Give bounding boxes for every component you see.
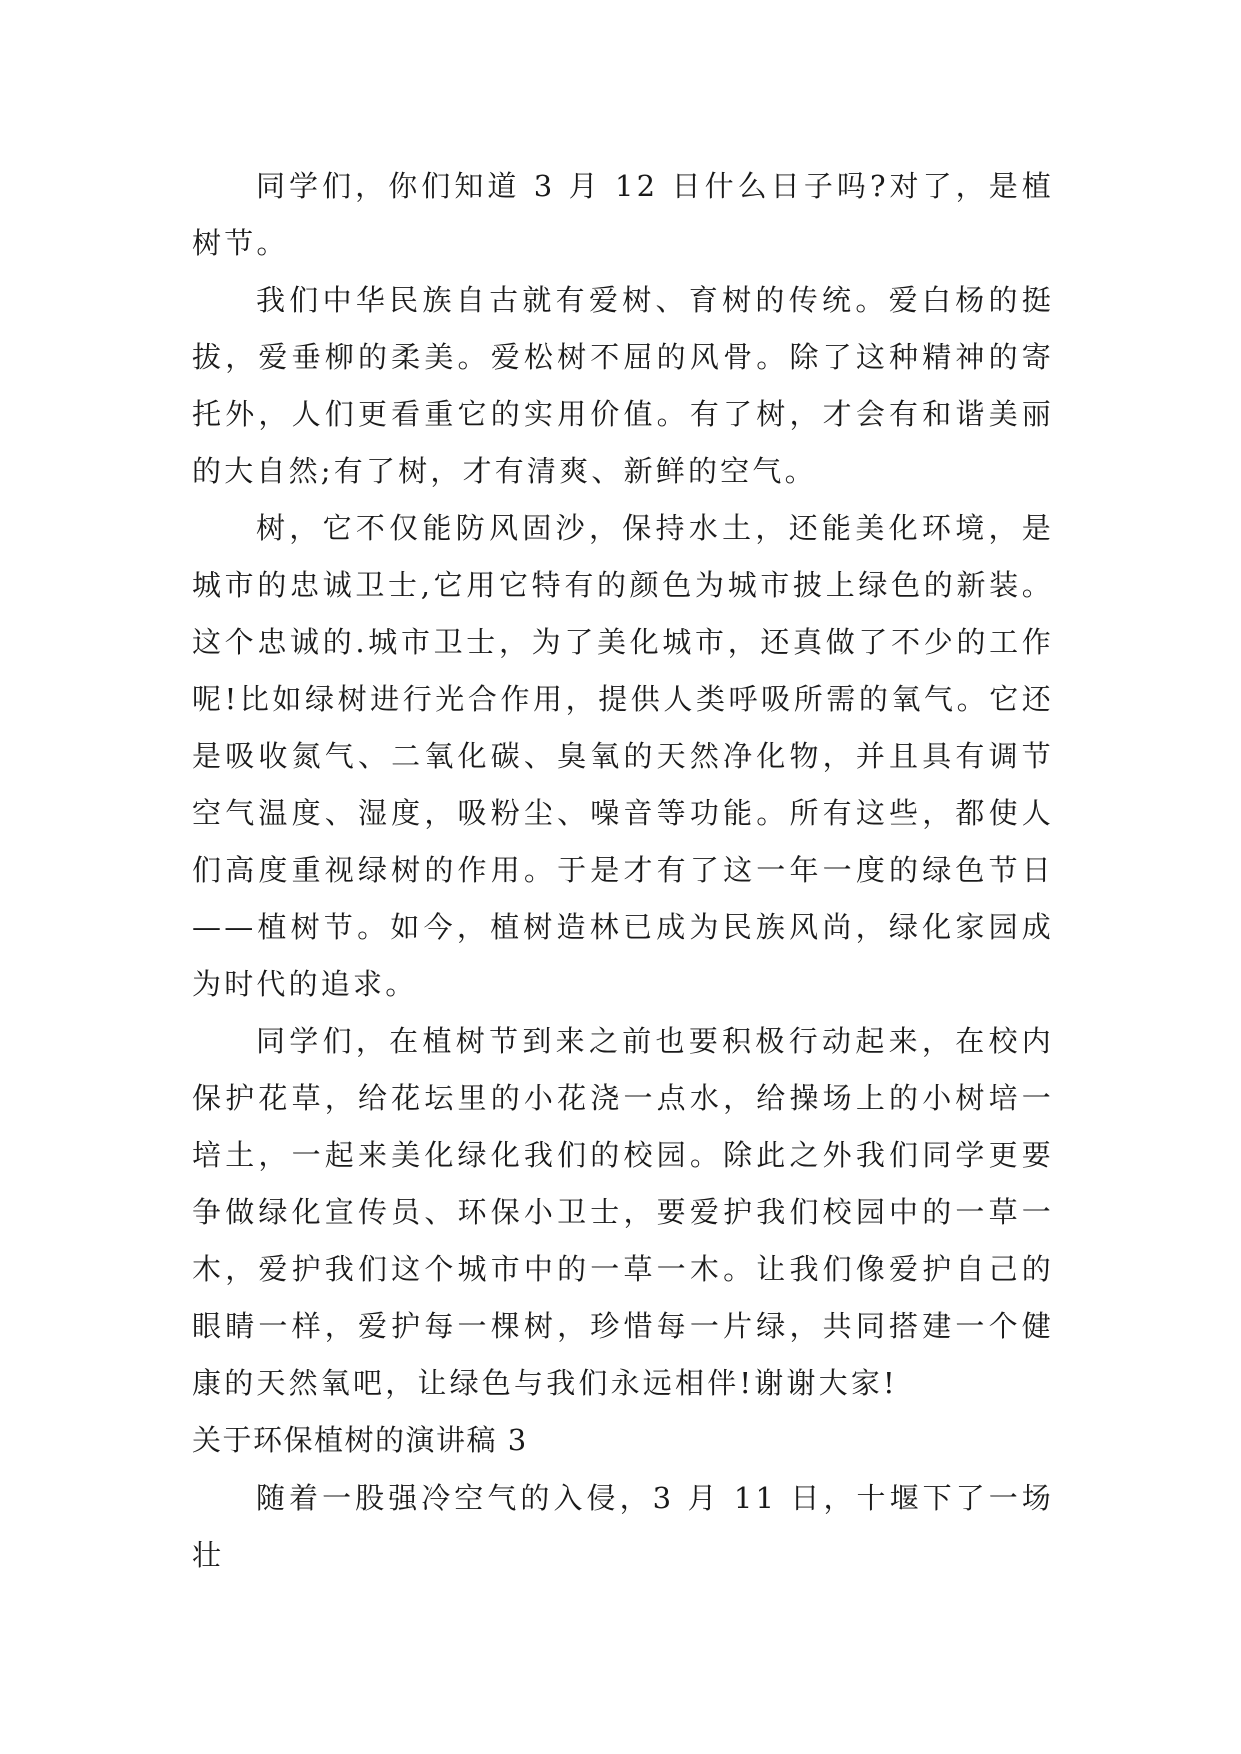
section-heading: 关于环保植树的演讲稿 3 [192, 1423, 528, 1457]
paragraph-3: 树，它不仅能防风固沙，保持水土，还能美化环境，是城市的忠诚卫士,它用它特有的颜色为城市披上绿色的新装。这个忠诚的.城市卫士，为了美化城市，还真做了不少的工作呢!比如绿树进行光合作用，提供人类呼吸所需的氧气。它还是吸收氮气、二氧化碳、臭氧的天然净化物，并且具有调节空气温度、湿度，吸粉尘、噪音等功能。所有这些，都使人们高度重视绿树的作用。于是才有了这一年一度的绿色节日——植树节。如今，植树造林已成为民族风尚，绿化家园成为时代的追求。 [192, 511, 1054, 1001]
section-paragraph-1: 随着一股强冷空气的入侵，3 月 11 日，十堰下了一场壮 [192, 1481, 1054, 1572]
document-body [192, 158, 1054, 1584]
paragraph-1: 同学们，你们知道 3 月 12 日什么日子吗?对了，是植树节。 [192, 169, 1054, 260]
paragraph-2: 我们中华民族自古就有爱树、育树的传统。爱白杨的挺拔，爱垂柳的柔美。爱松树不屈的风骨。除了这种精神的寄托外，人们更看重它的实用价值。有了树，才会有和谐美丽的大自然;有了树，才有清爽、新鲜的空气。 [192, 283, 1054, 488]
paragraph-4: 同学们，在植树节到来之前也要积极行动起来，在校内保护花草，给花坛里的小花浇一点水，给操场上的小树培一培土，一起来美化绿化我们的校园。除此之外我们同学更要争做绿化宣传员、环保小卫士，要爱护我们校园中的一草一木，爱护我们这个城市中的一草一木。让我们像爱护自己的眼睛一样，爱护每一棵树，珍惜每一片绿，共同搭建一个健康的天然氧吧，让绿色与我们永远相伴!谢谢大家! [192, 1024, 1054, 1400]
